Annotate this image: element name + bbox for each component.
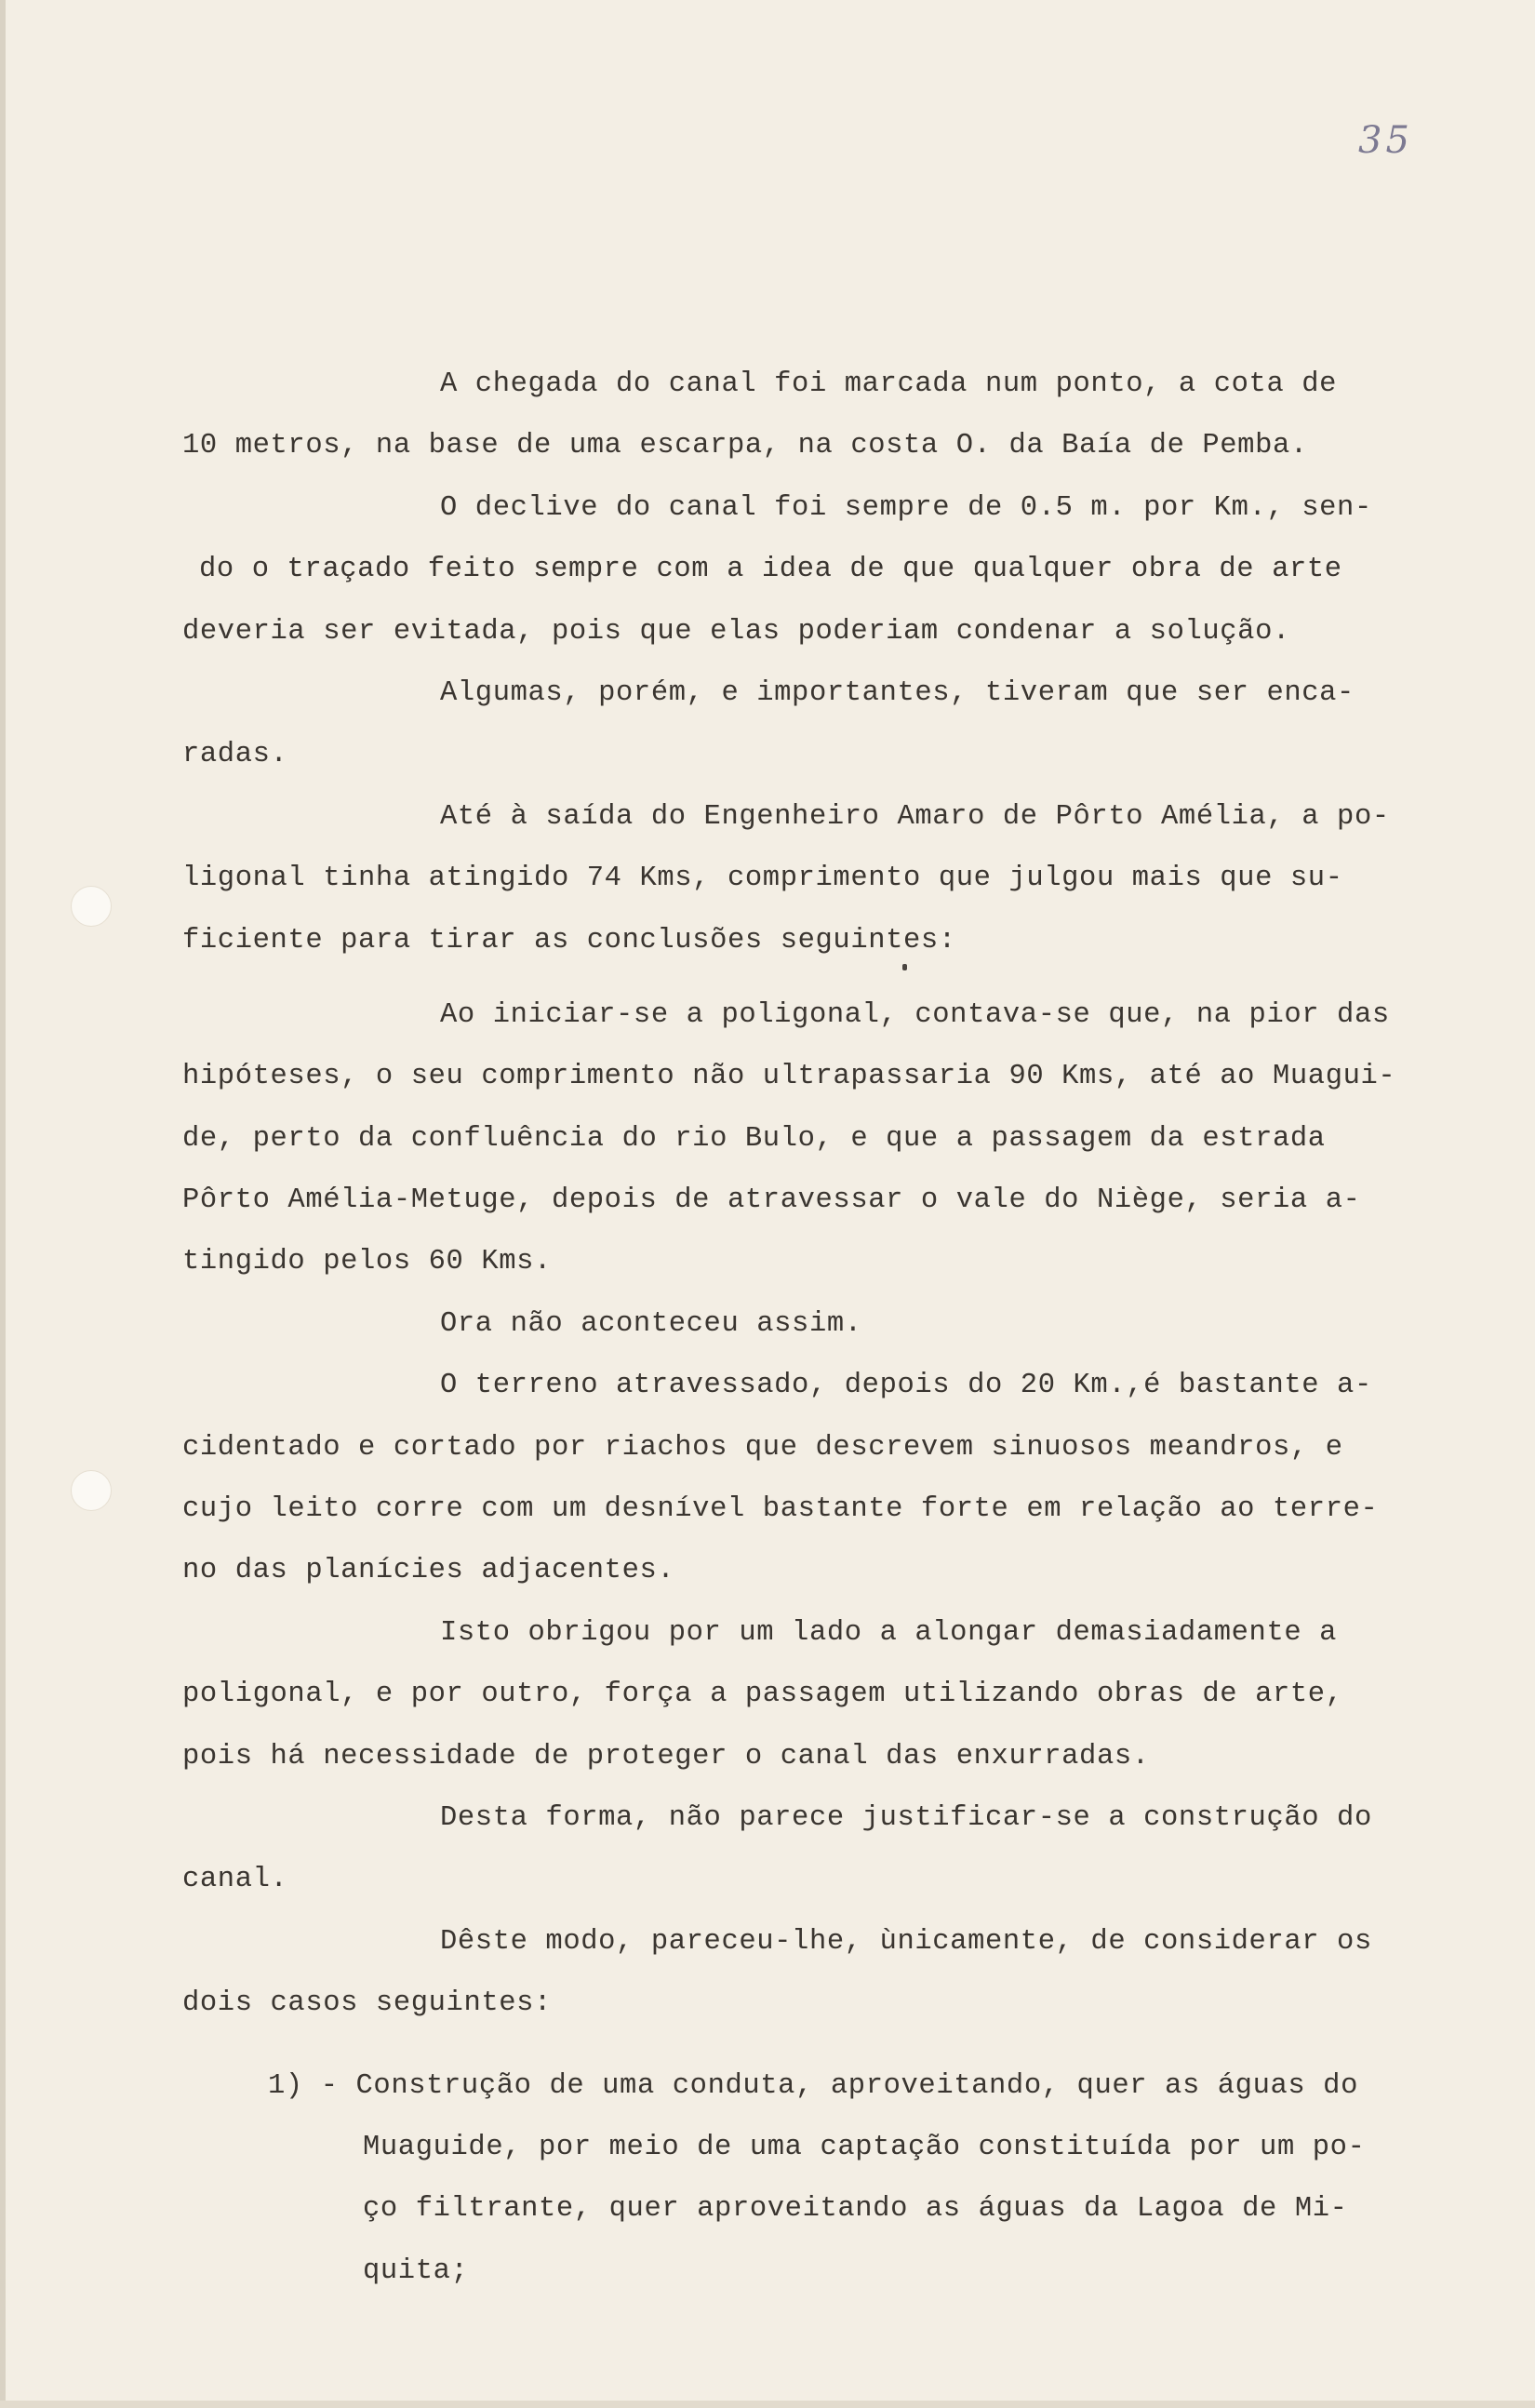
- list-item-line: 1) - Construção de uma conduta, aproveitando, quer as águas do: [268, 2069, 1358, 2102]
- text-line: A chegada do canal foi marcada num ponto, a cota de: [440, 368, 1338, 400]
- text-line: radas.: [182, 739, 288, 771]
- text-line: O terreno atravessado, depois do 20 Km.,é bastante a-: [440, 1370, 1372, 1402]
- typed-text-body: [182, 354, 1466, 2302]
- page-left-edge: [0, 0, 6, 2408]
- text-line: Algumas, porém, e importantes, tiveram que ser enca-: [440, 676, 1355, 709]
- list-item-line: Muaguide, por meio de uma captação constituída por um po-: [363, 2131, 1366, 2163]
- punch-hole: [71, 1470, 112, 1511]
- text-line: dois casos seguintes:: [182, 1987, 552, 2020]
- text-line: Até à saída do Engenheiro Amaro de Pôrto Amélia, a po-: [440, 800, 1390, 833]
- text-line: poligonal, e por outro, força a passagem utilizando obras de arte,: [182, 1679, 1343, 1711]
- text-line: ficiente para tirar as conclusões seguintes:: [182, 924, 956, 957]
- text-line: tingido pelos 60 Kms.: [182, 1246, 552, 1278]
- text-line: do o traçado feito sempre com a idea de que qualquer obra de arte: [199, 554, 1342, 586]
- text-line: ligonal tinha atingido 74 Kms, comprimento que julgou mais que su-: [182, 863, 1343, 895]
- text-line: canal.: [182, 1864, 288, 1896]
- list-item-line: ço filtrante, quer aproveitando as águas da Lagoa de Mi-: [363, 2193, 1348, 2226]
- text-line: Pôrto Amélia-Metuge, depois de atravessar o vale do Niège, seria a-: [182, 1184, 1361, 1217]
- text-line: hipóteses, o seu comprimento não ultrapassaria 90 Kms, até ao Muagui-: [182, 1061, 1396, 1093]
- text-line: O declive do canal foi sempre de 0.5 m. por Km., sen-: [440, 491, 1372, 524]
- text-line: cujo leito corre com um desnível bastante forte em relação ao terre-: [182, 1493, 1379, 1526]
- text-line: Isto obrigou por um lado a alongar demasiadamente a: [440, 1616, 1338, 1649]
- list-item-line: quita;: [363, 2254, 469, 2287]
- page-number: 35: [1358, 119, 1413, 162]
- text-line: 10 metros, na base de uma escarpa, na costa O. da Baía de Pemba.: [182, 430, 1308, 462]
- text-line: deveria ser evitada, pois que elas poderiam condenar a solução.: [182, 615, 1290, 648]
- text-line: de, perto da confluência do rio Bulo, e que a passagem da estrada: [182, 1122, 1326, 1155]
- text-line: cidentado e cortado por riachos que descrevem sinuosos meandros, e: [182, 1431, 1343, 1464]
- text-line: Ora não aconteceu assim.: [440, 1307, 862, 1340]
- text-line: pois há necessidade de proteger o canal das enxurradas.: [182, 1740, 1150, 1773]
- text-line: Desta forma, não parece justificar-se a construção do: [440, 1801, 1372, 1834]
- page-bottom-edge: [0, 2401, 1535, 2408]
- text-line: Dêste modo, pareceu-lhe, ùnicamente, de considerar os: [440, 1925, 1372, 1958]
- text-line: no das planícies adjacentes.: [182, 1555, 675, 1587]
- text-line: Ao iniciar-se a poligonal, contava-se que, na pior das: [440, 998, 1390, 1031]
- punch-hole: [71, 886, 112, 927]
